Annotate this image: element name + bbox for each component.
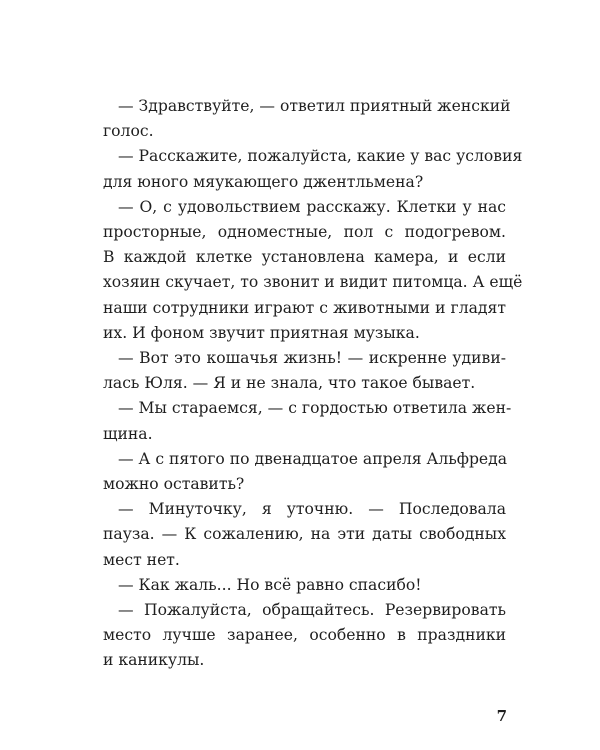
text-line: можно оставить? [103, 475, 245, 494]
text-line: — Как жаль... Но всё равно спасибо! [118, 575, 422, 594]
paragraph-2 [103, 144, 523, 194]
text-line: — Мы стараемся, — с гордостью ответила жен- [118, 399, 512, 418]
text-line: мест нет. [103, 550, 180, 569]
paragraph-9 [103, 598, 506, 674]
paragraph-8 [103, 573, 506, 598]
text-line: — Вот это кошачья жизнь! — искренне удиви- [118, 349, 506, 368]
text-line: наши сотрудники играют с животными и гладят [103, 298, 506, 317]
text-line: хозяин скучает, то звонит и видит питомца. А ещё [103, 273, 523, 292]
text-line: щина. [103, 424, 153, 443]
text-line: — Расскажите, пожалуйста, какие у вас условия [118, 147, 523, 166]
text-line: — Здравствуйте, — ответил приятный женский [118, 97, 511, 115]
paragraph-6 [103, 447, 506, 497]
text-line: — О, с удовольствием расскажу. Клетки у нас [118, 197, 506, 216]
paragraph-5 [103, 396, 512, 446]
page-text-block [103, 94, 523, 674]
text-line: для юного мяукающего джентльмена? [103, 172, 424, 191]
text-line: просторные, одноместные, пол с подогревом. [103, 223, 506, 242]
text-line: — А с пятого по двенадцатое апреля Альфреда [118, 449, 508, 468]
text-line: голос. [103, 122, 154, 141]
paragraph-1 [103, 94, 511, 144]
text-line: — Минуточку, я уточню. — Последовала [118, 500, 506, 519]
text-line: лась Юля. — Я и не знала, что такое бывает. [103, 374, 476, 393]
paragraph-7 [103, 497, 506, 573]
text-line: место лучше заранее, особенно в праздники [103, 626, 506, 645]
text-line: пауза. — К сожалению, на эти даты свободных [103, 525, 506, 544]
text-line: их. И фоном звучит приятная музыка. [103, 323, 420, 342]
paragraph-4 [103, 346, 506, 396]
text-line: В каждой клетке установлена камера, и если [103, 248, 506, 267]
text-line: — Пожалуйста, обращайтесь. Резервировать [118, 601, 506, 620]
paragraph-3 [103, 195, 523, 346]
text-line: и каникулы. [103, 651, 205, 670]
page-number: 7 [496, 707, 507, 725]
